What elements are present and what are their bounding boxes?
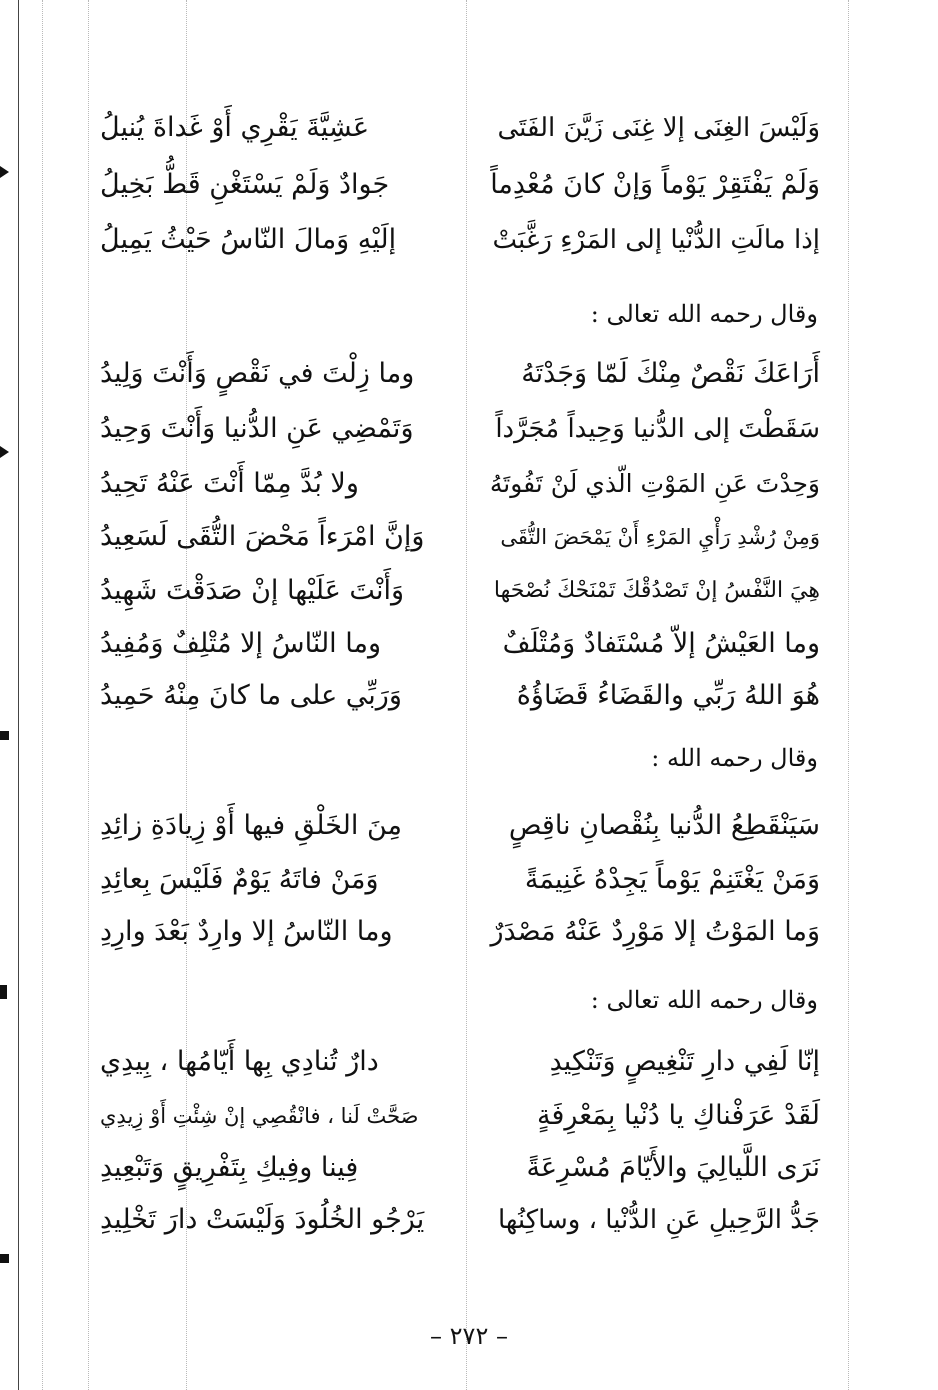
first-hemistich: وَحِدْتَ عَنِ المَوْتِ الّذي لَنْ تَفُوتَهُ (489, 469, 820, 498)
first-hemistich: سَيَنْقَطِعُ الدُّنيا بِنُقْصانِ ناقِصٍ (508, 810, 820, 841)
first-hemistich: إذا مالَتِ الدُّنْيا إلى المَرْءِ رَغَّبَتْ (492, 225, 820, 255)
second-hemistich: دارٌ تُنادِي بِها أَيّامُها ، بِيدِي (100, 1046, 379, 1077)
page-number: – ٢٧٢ – (430, 1322, 508, 1350)
second-hemistich: وَأَنْتَ عَلَيْها إنْ صَدَقْتَ شَهِيدُ (100, 575, 405, 606)
verse-line (100, 104, 820, 152)
second-hemistich: وَمَنْ فاتَهُ يَوْمٌ فَلَيْسَ بِعائِدِ (100, 864, 379, 895)
verse-line (100, 216, 820, 264)
scan-border-line (18, 0, 19, 1390)
first-hemistich: هِيَ النَّفْسُ إنْ تَصْدُقْكَ تَمْنَحْكَ نُصْحَها (493, 578, 820, 603)
scan-guide-line (88, 0, 89, 1390)
verse-line (100, 856, 820, 904)
margin-mark (0, 446, 9, 458)
second-hemistich: إلَيْهِ وَمالَ النّاسُ حَيْثُ يَمِيلُ (100, 224, 397, 255)
margin-mark (0, 731, 9, 740)
verse-line (100, 460, 820, 508)
verse-line (100, 672, 820, 720)
section-heading: وقال رحمه الله تعالى : (590, 300, 818, 328)
second-hemistich: وَرَبِّي على ما كانَ مِنْهُ حَمِيدُ (100, 680, 402, 711)
second-hemistich: وَإنَّ امْرَءاً مَحْضَ التُّقَى لَسَعِيدُ (100, 521, 425, 552)
verse-line (100, 405, 820, 453)
second-hemistich: عَشِيَّةَ يَقْرِي أَوْ غَداةَ يُنيلُ (100, 112, 370, 143)
first-hemistich: وَما المَوْتُ إلا مَوْرِدٌ عَنْهُ مَصْدَرٌ (490, 916, 820, 947)
scan-guide-line (848, 0, 849, 1390)
section-heading: وقال رحمه الله : (651, 744, 818, 772)
verse-line (100, 802, 820, 850)
second-hemistich: يَرْجُو الخُلُودَ وَلَيْسَتْ دارَ تَخْلِيدِ (100, 1204, 425, 1235)
first-hemistich: إنّا لَفِي دارِ تَنْغِيصٍ وَتَنْكِيدِ (549, 1046, 820, 1077)
first-hemistich: سَقَطْتَ إلى الدُّنيا وَحِيداً مُجَرَّداً (495, 414, 820, 444)
first-hemistich: وما العَيْشُ إلاّ مُسْتَفادٌ وَمُتْلَفٌ (502, 628, 820, 659)
margin-mark (0, 1254, 9, 1263)
verse-line (100, 1092, 820, 1140)
verse-line (100, 1196, 820, 1244)
margin-mark (0, 985, 7, 999)
first-hemistich: جَدُّ الرَّحِيلِ عَنِ الدُّنْيا ، وساكِنُها (497, 1205, 820, 1235)
first-hemistich: أَرَاعَكَ نَقْصٌ مِنْكَ لَمّا وَجَدْتَهُ (521, 358, 820, 389)
verse-line (100, 908, 820, 956)
second-hemistich: ولا بُدَّ مِمّا أَنْتَ عَنْهُ تَحِيدُ (100, 468, 359, 499)
second-hemistich: وَتَمْضِي عَنِ الدُّنيا وَأَنْتَ وَحِيدُ (100, 413, 414, 444)
second-hemistich: وما النّاسُ إلا مُتْلِفٌ وَمُفِيدُ (100, 628, 381, 659)
second-hemistich: مِنَ الخَلْقِ فيها أَوْ زِيادَةِ زائِدِ (100, 810, 402, 841)
verse-line (100, 1144, 820, 1192)
verse-line (100, 161, 820, 209)
second-hemistich: وما زِلْتَ في نَقْصٍ وَأَنْتَ وَلِيدُ (100, 358, 415, 389)
first-hemistich: وَمِنْ رُشْدِ رَأْيِ المَرْءِ أَنْ يَمْحَضَ التُّقَى (500, 525, 820, 549)
second-hemistich: وما النّاسُ إلا وارِدٌ بَعْدَ وارِدِ (100, 916, 393, 947)
verse-line (100, 350, 820, 398)
verse-line (100, 513, 820, 561)
second-hemistich: صَحَّتْ لَنا ، فانْقُصِي إنْ شِئْتِ أَوْ زِيدِي (100, 1104, 419, 1128)
verse-line (100, 567, 820, 615)
scan-guide-line (42, 0, 43, 1390)
section-heading: وقال رحمه الله تعالى : (590, 986, 818, 1014)
first-hemistich: هُوَ اللهُ رَبِّي والقَضَاءُ قَضَاؤُهُ (516, 680, 820, 711)
first-hemistich: وَمَنْ يَغْتَنِمْ يَوْماً يَجِدْهُ غَنِيمَةً (524, 864, 820, 895)
second-hemistich: فِينا وفِيكِ بِتَفْرِيقٍ وَتَبْعِيدِ (100, 1152, 359, 1183)
verse-line (100, 620, 820, 668)
first-hemistich: لَقَدْ عَرَفْناكِ يا دُنْيا بِمَعْرِفَةٍ (536, 1100, 820, 1131)
first-hemistich: نَرَى اللَّيالِيَ والأَيّامَ مُسْرِعَةً (526, 1152, 820, 1183)
verse-line (100, 1038, 820, 1086)
first-hemistich: وَلَيْسَ الغِنَى إلا غِنَى زَيَّنَ الفَتَى (497, 113, 820, 143)
margin-mark (0, 166, 9, 178)
first-hemistich: وَلَمْ يَفْتَقِرْ يَوْماً وَإنْ كانَ مُعْدِماً (490, 169, 820, 200)
second-hemistich: جَوادٌ وَلَمْ يَسْتَغْنِ قَطُّ بَخِيلُ (100, 169, 390, 200)
